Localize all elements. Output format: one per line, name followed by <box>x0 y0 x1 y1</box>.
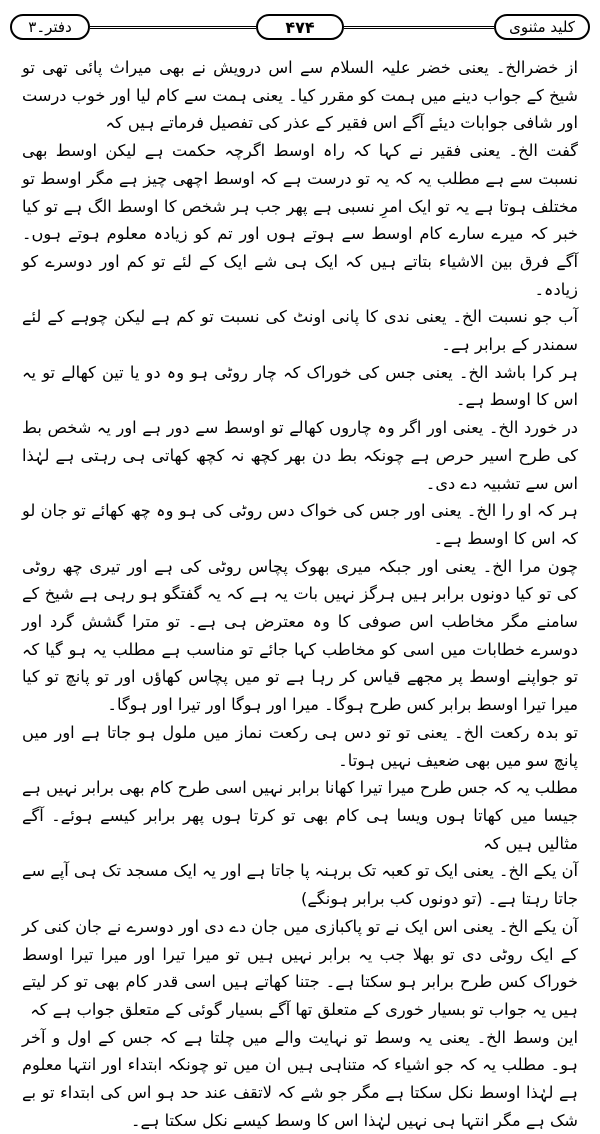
header-rule-right <box>344 26 494 29</box>
paragraph: آن یکے الخ۔ یعنی ایک تو کعبہ تک برہنہ پا جاتا ہے اور یہ ایک مسجد تک ہی آپے سے جاتا رہتا ہے۔ (تو دونوں کب برابر ہونگے) <box>22 861 578 909</box>
paragraph: آب جو نسبت الخ۔ یعنی ندی کا پانی اونٹ کی نسبت تو کم ہے لیکن چوہے کے لئے سمندر کے برابر ہے۔ <box>22 307 578 355</box>
header-rule-left <box>90 26 256 29</box>
book-title: کلید مثنوی <box>494 14 590 40</box>
paragraph: آن یکے الخ۔ یعنی اس ایک نے تو پاکبازی میں جان دے دی اور دوسرے نے جان کنی کر کے ایک روٹی دی تو بھلا جب یہ برابر نہیں ہیں تو میرا تیرا اور میرا تیرا اوسط خوراک کس طرح برابر ہو سکتا ہے۔ جتنا کھاتے ہیں اسی قدر کام بھی تو کر لیتے ہیں یہ جواب تو بسیار خوری کے متعلق تھا آگے بسیار گوئی کے متعلق جواب ہے کہ <box>22 916 578 1019</box>
paragraph: ہر کرا باشد الخ۔ یعنی جس کی خوراک کہ چار روٹی ہو وہ دو یا تین کھالے تو یہ اس کا اوسط ہے۔ <box>22 362 578 410</box>
paragraph: از خضرالخ۔ یعنی خضر علیہ السلام سے اس درویش نے بھی میراث پائی تھی تو شیخ کے جواب دینے میں ہمت کو مقرر کیا۔ یعنی ہمت سے کام لیا اور خوب درست اور شافی جوابات دیئے آگے اس فقیر کے عذر کی تفصیل فرماتے ہیں کہ <box>22 58 578 133</box>
page-header <box>10 8 590 48</box>
paragraph: در خورد الخ۔ یعنی اور اگر وہ چاروں کھالے تو اوسط سے دور ہے اور یہ شخص بط کی طرح اسیر حرص ہے چونکہ بط دن بھر کچھ نہ کچھ کھاتی ہی رہتی ہے لہٰذا اس سے تشبیہ دے دی۔ <box>22 418 578 493</box>
page-number: ۴۷۴ <box>256 14 344 40</box>
paragraph: ہر کہ او را الخ۔ یعنی اور جس کی خواک دس روٹی کی ہو وہ چھ کھائے تو جان لو کہ اس کا اوسط ہے۔ <box>22 501 578 548</box>
page-body <box>22 54 578 1134</box>
paragraph: مطلب یہ کہ جس طرح میرا تیرا کھانا برابر نہیں اسی طرح کام بھی برابر نہیں ہے جیسا میں کھاتا ہوں ویسا ہی کام بھی تو کرتا ہوں پھر برابر کیسے ہوئے۔ آگے مثالیں ہیں کہ <box>22 778 578 853</box>
paragraph: تو بدہ رکعت الخ۔ یعنی تو تو دس ہی رکعت نماز میں ملول ہو جاتا ہے اور میں پانچ سو میں بھی ضعیف نہیں ہوتا۔ <box>22 722 578 770</box>
paragraph: این وسط الخ۔ یعنی یہ وسط تو نہایت والے میں چلتا ہے کہ جس کے اول و آخر ہو۔ مطلب یہ کہ جو اشیاء کہ متناہی ہیں ان میں تو چونکہ ابتداء اور انتہا معلوم ہے لہٰذا اوسط نکل سکتا ہے مگر جو شے کہ لاتقف عند حد ہو اس کی ابتداء تو بے شک ہے مگر انتہا ہی نہیں لہٰذا اس کا وسط کیسے نکل سکتا ہے۔ <box>22 1027 578 1130</box>
volume-label: دفتر۔۳ <box>10 14 90 40</box>
paragraph: چون مرا الخ۔ یعنی اور جبکہ میری بھوک پچاس روٹی کی ہے اور تیری چھ روٹی کی تو کیا دونوں برابر ہیں ہرگز نہیں بات یہ ہے کہ یہ گفتگو ہو رہی ہے شیخ کے سامنے مگر مخاطب اس صوفی کا وہ معترض ہی ہے۔ تو مترا گشش گرد اور دوسرے خطابات میں اسی کو مخاطب کہا جائے تو مناسب ہے مطلب یہ ہو گیا کہ تو جواپنے اوسط پر مجھے قیاس کر رہا ہے تو میں پچاس کھاؤں اور تو پانچ تو کیا میرا تیرا اوسط برابر کس طرح ہوگا۔ میرا اور ہوگا اور تیرا اور ہوگا۔ <box>22 556 578 715</box>
paragraph: گفت الخ۔ یعنی فقیر نے کہا کہ راہ اوسط اگرچہ حکمت ہے لیکن اوسط بھی نسبت سے ہے مطلب یہ کہ یہ تو درست ہے کہ اوسط اچھی چیز ہے مگر اوسط تو مختلف ہوتا ہے یہ تو ایک امرِ نسبی ہے پھر جب ہر شخص کا اوسط الگ ہے تو کیا خبر کہ میرے سارے کام اوسط سے ہوتے ہوں اور تم کو زیادہ معلوم ہوتے ہوں۔ آگے فرق بین الاشیاء بتاتے ہیں کہ ایک ہی شے ایک کے لئے تو کم اور دوسرے کو زیادہ۔ <box>22 141 578 299</box>
